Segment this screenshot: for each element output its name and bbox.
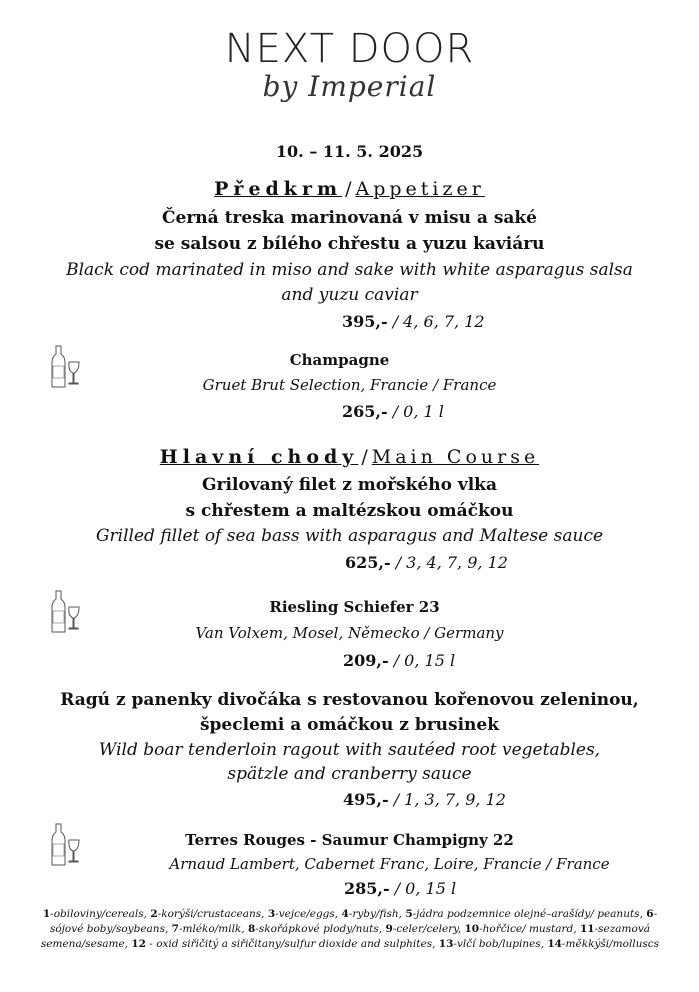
wine-volume: / 0, 15 l xyxy=(388,651,456,670)
dish-name-cz: se salsou z bílého chřestu a yuzu kaviáru xyxy=(154,234,545,254)
dish-name-cz: Ragú z panenky divočáka s restovanou kořenovou zeleninou, xyxy=(60,690,639,710)
allergen-text: -hořčice/ mustard, xyxy=(479,923,580,935)
allergen-text: -skořápkové plody/nuts, xyxy=(255,923,386,935)
price-value: 625,- xyxy=(345,553,391,572)
dish-price xyxy=(345,553,508,572)
allergen-text: -ryby/fish, xyxy=(348,908,406,920)
wine-description: Gruet Brut Selection, Francie / France xyxy=(202,376,497,394)
allergen-number: 4 xyxy=(341,908,349,920)
allergen-item xyxy=(547,938,659,950)
allergen-number: 14 xyxy=(547,938,562,950)
allergen-item xyxy=(385,923,464,935)
wine-volume: / 0, 15 l xyxy=(389,879,457,898)
dish-price xyxy=(343,790,506,809)
allergen-number: 8 xyxy=(247,923,256,935)
allergen-item xyxy=(464,923,580,935)
allergen-text: -sezamová semena/sesame, xyxy=(40,923,651,950)
wine-price xyxy=(342,402,444,421)
dish-name-cz: špeclemi a omáčkou z brusinek xyxy=(199,715,500,735)
wine-volume: / 0, 1 l xyxy=(387,402,444,421)
allergen-codes: / 1, 3, 7, 9, 12 xyxy=(388,790,506,809)
section-title-en: Appetizer xyxy=(355,178,485,200)
allergen-text: -sójové boby/soybeans, xyxy=(49,908,658,935)
allergen-text: -vejce/eggs, xyxy=(275,908,342,920)
allergen-number: 5 xyxy=(405,908,413,920)
dish-name-en: spätzle and cranberry sauce xyxy=(227,764,472,784)
section-separator: / xyxy=(361,446,369,468)
price-value: 285,- xyxy=(344,879,390,898)
dish-name-en: Wild boar tenderloin ragout with sautéed root vegetables, xyxy=(98,740,601,760)
allergen-number: 13 xyxy=(438,938,454,950)
logo-main: NEXT DOOR xyxy=(224,26,475,72)
section-title-en: Main Course xyxy=(371,446,540,468)
price-value: 209,- xyxy=(343,651,389,670)
section-title-cz: Hlavní chody xyxy=(159,446,359,468)
dish-price xyxy=(342,312,485,331)
allergen-item xyxy=(405,908,646,920)
dish-name-en: and yuzu caviar xyxy=(281,285,418,305)
allergen-text: -vlčí bob/lupines, xyxy=(453,938,548,950)
allergen-number: 7 xyxy=(171,923,179,935)
dish-name-cz: Černá treska marinovaná v misu a saké xyxy=(161,208,537,228)
price-value: 265,- xyxy=(342,402,388,421)
allergen-text: -jádra podzemnice olejné–arašídy/ peanuts, xyxy=(412,908,647,920)
section-heading-appetizer xyxy=(0,178,699,200)
wine-price xyxy=(343,651,455,670)
menu-date: 10. – 11. 5. 2025 xyxy=(275,142,424,161)
section-heading-main-course xyxy=(0,446,699,468)
allergen-number: 9 xyxy=(385,923,393,935)
allergen-codes: / 3, 4, 7, 9, 12 xyxy=(390,553,508,572)
logo-sub: by Imperial xyxy=(262,70,437,103)
allergen-legend xyxy=(30,907,670,952)
allergen-number: 3 xyxy=(267,908,276,920)
allergen-item xyxy=(439,938,548,950)
allergen-item xyxy=(131,938,438,950)
dish-name-cz: Grilovaný filet z mořského vlka xyxy=(202,475,497,495)
allergen-number: 11 xyxy=(579,923,595,935)
allergen-number: 12 xyxy=(131,938,146,950)
allergen-number: 10 xyxy=(464,923,480,935)
section-separator: / xyxy=(345,178,353,200)
price-value: 495,- xyxy=(343,790,389,809)
dish-name-en: Black cod marinated in miso and sake with white asparagus salsa xyxy=(66,260,633,280)
allergen-number: 1 xyxy=(42,908,51,920)
allergen-number: 2 xyxy=(150,908,158,920)
price-value: 395,- xyxy=(342,312,388,331)
allergen-item xyxy=(341,908,405,920)
wine-description: Arnaud Lambert, Cabernet Franc, Loire, Francie / France xyxy=(169,855,610,873)
allergen-text: - oxid siřičitý a siřičitany/sulfur dioxide and sulphites, xyxy=(145,938,439,950)
allergen-text: -obiloviny/cereals, xyxy=(50,908,151,920)
wine-price xyxy=(344,879,456,898)
allergen-item xyxy=(43,908,150,920)
allergen-text: -mléko/milk, xyxy=(178,923,248,935)
allergen-item xyxy=(150,908,268,920)
dish-name-en: Grilled fillet of sea bass with asparagus and Maltese sauce xyxy=(95,526,604,546)
wine-name: Champagne xyxy=(289,351,390,369)
allergen-codes: / 4, 6, 7, 12 xyxy=(387,312,485,331)
allergen-text: -korýši/crustaceans, xyxy=(157,908,268,920)
allergen-number: 6 xyxy=(646,908,654,920)
wine-description: Van Volxem, Mosel, Německo / Germany xyxy=(195,624,504,642)
allergen-item xyxy=(268,908,342,920)
section-title-cz: Předkrm xyxy=(214,178,343,200)
wine-name: Terres Rouges - Saumur Champigny 22 xyxy=(185,831,514,849)
allergen-text: -celer/celery, xyxy=(392,923,465,935)
allergen-item xyxy=(248,923,386,935)
wine-name: Riesling Schiefer 23 xyxy=(269,598,440,616)
dish-name-cz: s chřestem a maltézskou omáčkou xyxy=(185,501,514,521)
allergen-item xyxy=(172,923,248,935)
allergen-text: -měkkýši/molluscs xyxy=(562,938,660,950)
